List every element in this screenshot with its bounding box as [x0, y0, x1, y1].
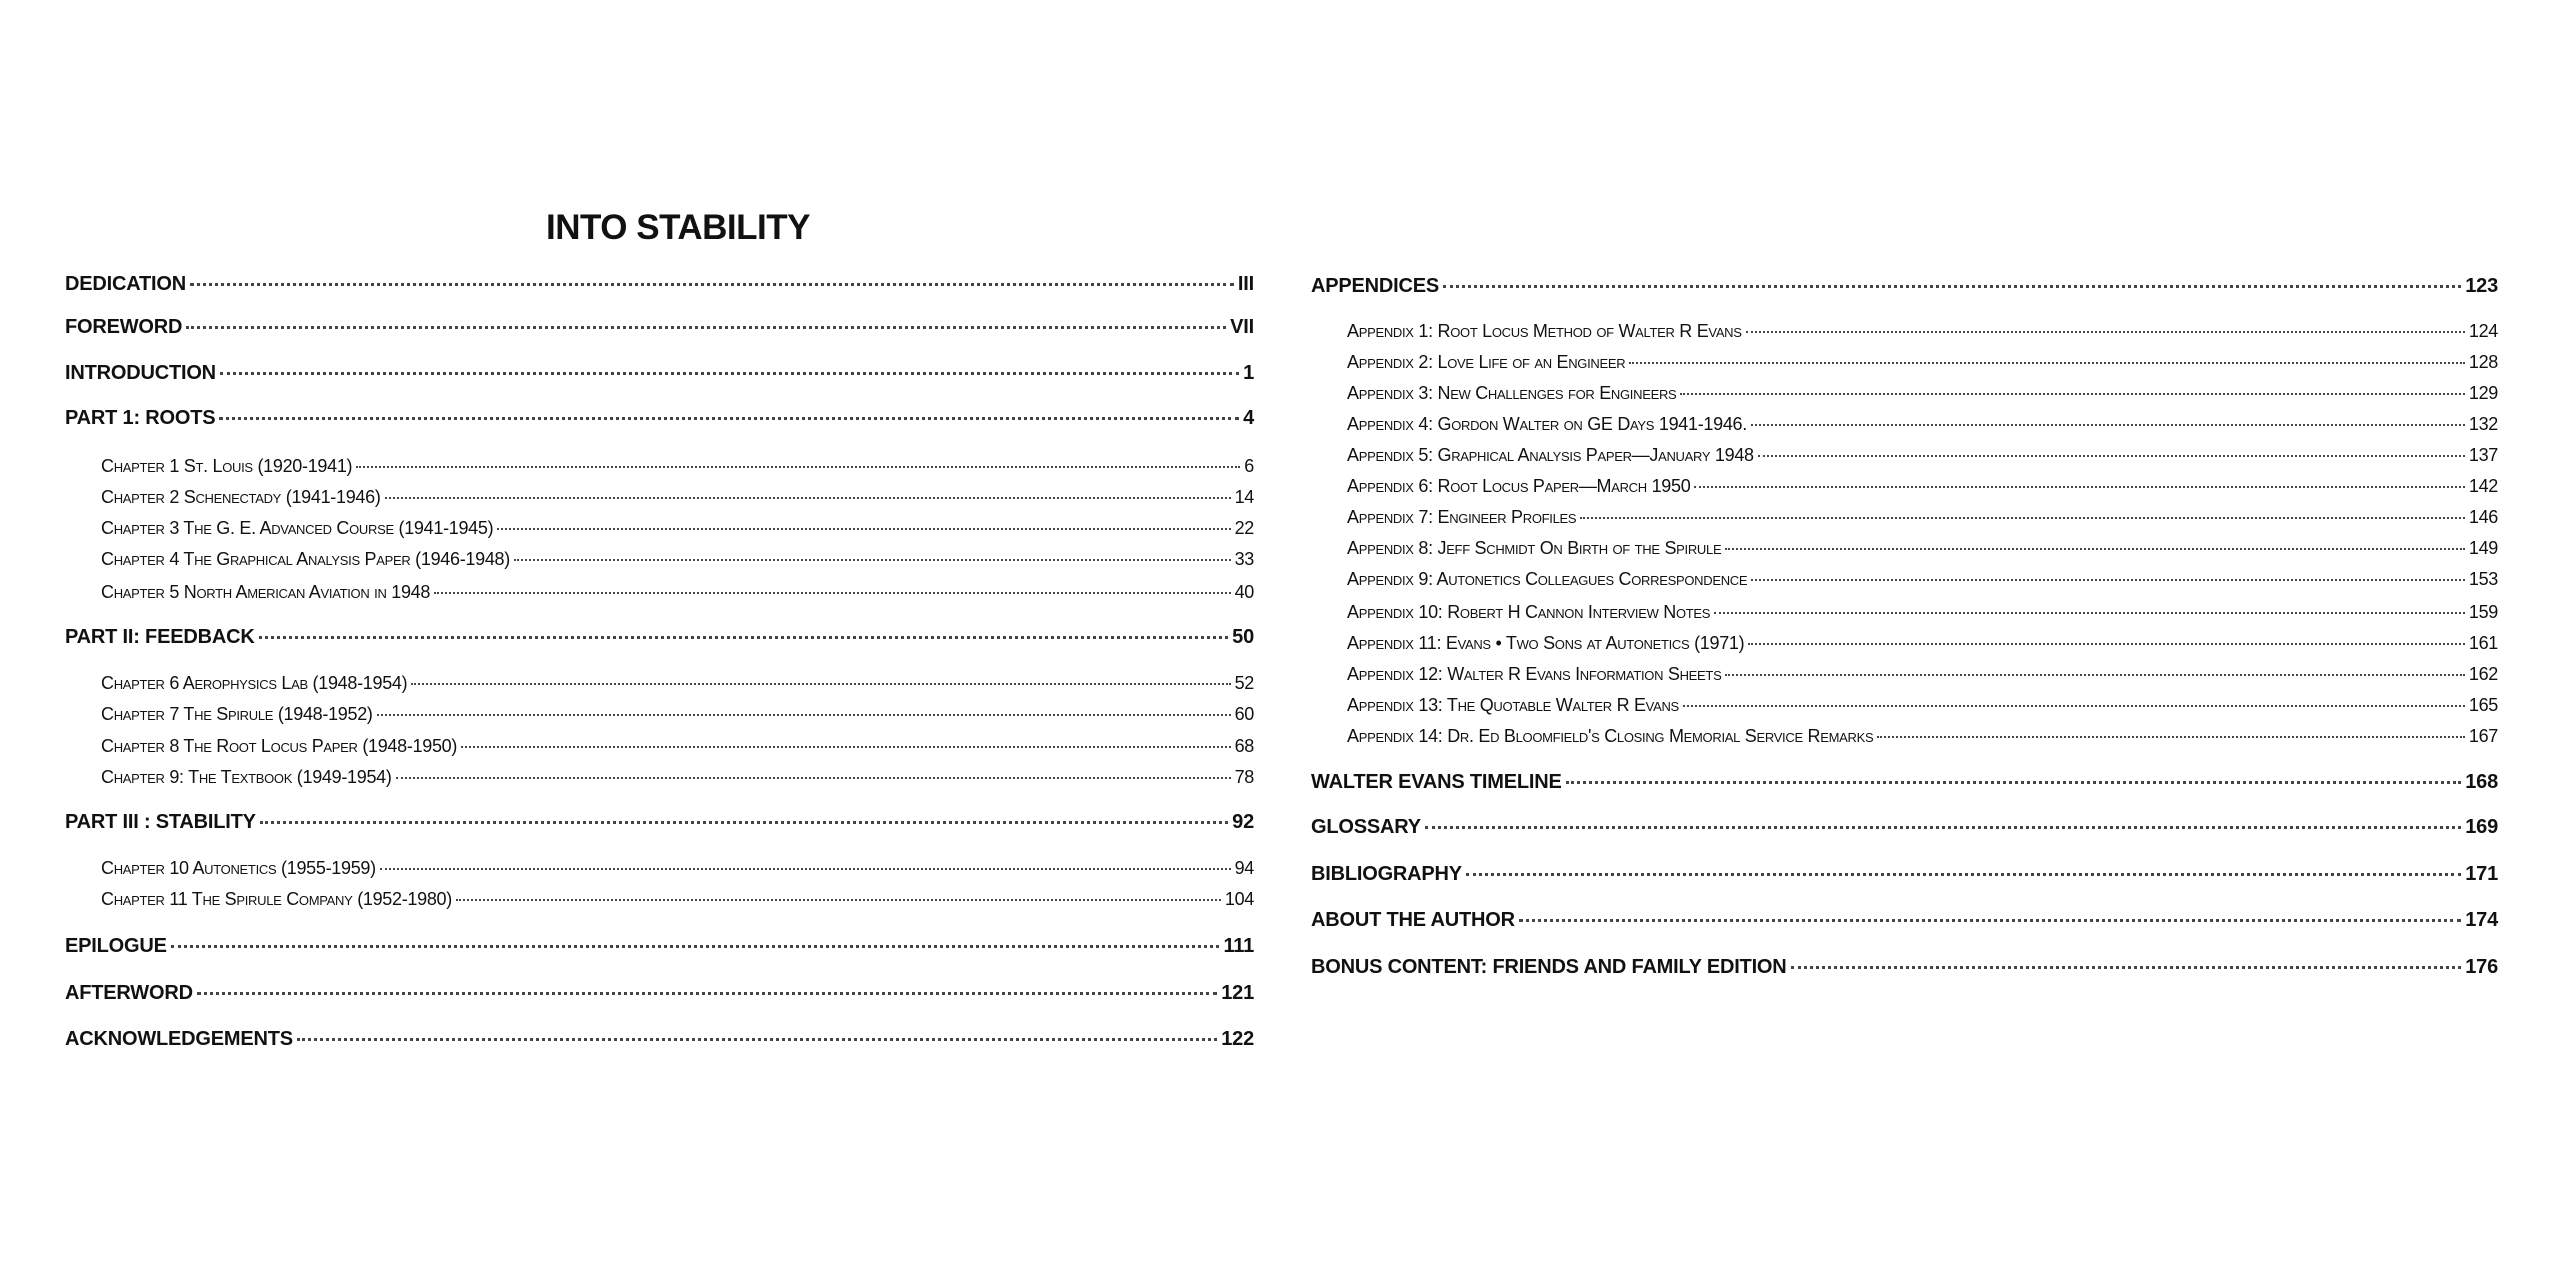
toc-page-number: III — [1237, 273, 1254, 295]
leader-dots — [1758, 455, 2465, 457]
toc-page-number: 149 — [2468, 538, 2498, 558]
leader-dots — [1714, 612, 2465, 614]
toc-entry-title: Chapter 2 Schenectady (1941-1946) — [101, 487, 381, 507]
toc-subsection-entry[interactable] — [1347, 664, 2498, 690]
leader-dots — [1680, 393, 2464, 395]
toc-page-number: 123 — [2465, 275, 2498, 297]
toc-subsection-entry[interactable] — [1347, 507, 2498, 533]
leader-dots — [186, 326, 1226, 329]
leader-dots — [1443, 285, 2461, 288]
toc-subsection-entry[interactable] — [101, 889, 1254, 915]
toc-subsection-entry[interactable] — [101, 736, 1254, 762]
toc-subsection-entry[interactable] — [1347, 569, 2498, 595]
toc-section-entry[interactable] — [65, 316, 1254, 342]
toc-section-entry[interactable] — [65, 982, 1254, 1008]
toc-subsection-entry[interactable] — [1347, 321, 2498, 347]
toc-entry-title: PART II: FEEDBACK — [65, 626, 255, 648]
toc-subsection-entry[interactable] — [101, 518, 1254, 544]
leader-dots — [1751, 579, 2465, 581]
book-title: INTO STABILITY — [546, 208, 810, 247]
toc-entry-title: ACKNOWLEDGEMENTS — [65, 1028, 293, 1050]
toc-page-number: 6 — [1244, 456, 1254, 476]
toc-entry-title: Chapter 3 The G. E. Advanced Course (1941-1945) — [101, 518, 494, 538]
toc-section-entry[interactable] — [65, 407, 1254, 433]
leader-dots — [260, 821, 1228, 824]
toc-section-entry[interactable] — [65, 1028, 1254, 1054]
toc-entry-title: ABOUT THE AUTHOR — [1311, 909, 1515, 931]
toc-entry-title: DEDICATION — [65, 273, 186, 295]
toc-subsection-entry[interactable] — [1347, 602, 2498, 628]
leader-dots — [434, 592, 1230, 594]
toc-subsection-entry[interactable] — [101, 673, 1254, 699]
leader-dots — [1725, 548, 2465, 550]
toc-entry-title: AFTERWORD — [65, 982, 193, 1004]
leader-dots — [1748, 643, 2465, 645]
toc-page-number: 121 — [1221, 982, 1254, 1004]
toc-entry-title: Chapter 8 The Root Locus Paper (1948-1950) — [101, 736, 458, 756]
toc-page-number: 174 — [2465, 909, 2498, 931]
toc-section-entry[interactable] — [65, 811, 1254, 837]
toc-entry-title: Appendix 5: Graphical Analysis Paper—January 1948 — [1347, 445, 1754, 465]
toc-page-number: 129 — [2468, 383, 2498, 403]
toc-entry-title: BONUS CONTENT: FRIENDS AND FAMILY EDITION — [1311, 956, 1787, 978]
toc-page-number: 92 — [1232, 811, 1254, 833]
leader-dots — [190, 283, 1234, 286]
leader-dots — [396, 777, 1231, 779]
leader-dots — [385, 497, 1231, 499]
toc-section-entry[interactable] — [1311, 275, 2498, 301]
toc-entry-title: Appendix 1: Root Locus Method of Walter R Evans — [1347, 321, 1742, 341]
toc-section-entry[interactable] — [65, 935, 1254, 961]
toc-page-number: 33 — [1234, 549, 1254, 569]
toc-subsection-entry[interactable] — [1347, 352, 2498, 378]
toc-entry-title: Appendix 8: Jeff Schmidt On Birth of the Spirule — [1347, 538, 1722, 558]
toc-page-number: 124 — [2468, 321, 2498, 341]
toc-section-entry[interactable] — [1311, 909, 2498, 935]
toc-entry-title: Chapter 10 Autonetics (1955-1959) — [101, 858, 376, 878]
toc-subsection-entry[interactable] — [101, 704, 1254, 730]
leader-dots — [220, 372, 1239, 375]
toc-entry-title: Chapter 1 St. Louis (1920-1941) — [101, 456, 353, 476]
toc-page-number: 176 — [2465, 956, 2498, 978]
toc-section-entry[interactable] — [1311, 816, 2498, 842]
leader-dots — [514, 559, 1231, 561]
leader-dots — [380, 868, 1231, 870]
toc-page-number: 68 — [1234, 736, 1254, 756]
toc-subsection-entry[interactable] — [1347, 414, 2498, 440]
toc-page-number: 40 — [1234, 582, 1254, 602]
leader-dots — [377, 714, 1231, 716]
toc-page-number: 50 — [1232, 626, 1254, 648]
toc-page-number: 122 — [1221, 1028, 1254, 1050]
toc-entry-title: Chapter 6 Aerophysics Lab (1948-1954) — [101, 673, 408, 693]
toc-subsection-entry[interactable] — [101, 549, 1254, 575]
leader-dots — [1629, 362, 2465, 364]
toc-entry-title: Chapter 7 The Spirule (1948-1952) — [101, 704, 373, 724]
toc-page-number: 128 — [2468, 352, 2498, 372]
toc-subsection-entry[interactable] — [1347, 445, 2498, 471]
toc-page-number: 171 — [2465, 863, 2498, 885]
toc-page-number: 94 — [1234, 858, 1254, 878]
toc-entry-title: PART III : STABILITY — [65, 811, 256, 833]
toc-entry-title: Chapter 11 The Spirule Company (1952-1980) — [101, 889, 452, 909]
leader-dots — [1466, 873, 2461, 876]
toc-subsection-entry[interactable] — [1347, 695, 2498, 721]
toc-subsection-entry[interactable] — [1347, 538, 2498, 564]
leader-dots — [1877, 736, 2465, 738]
toc-entry-title: BIBLIOGRAPHY — [1311, 863, 1462, 885]
toc-entry-title: PART 1: ROOTS — [65, 407, 216, 429]
leader-dots — [219, 417, 1239, 420]
toc-page-number: 162 — [2468, 664, 2498, 684]
toc-page-number: 52 — [1234, 673, 1254, 693]
leader-dots — [1425, 826, 2461, 829]
toc-entry-title: Appendix 13: The Quotable Walter R Evans — [1347, 695, 1679, 715]
leader-dots — [1751, 424, 2465, 426]
leader-dots — [1683, 705, 2465, 707]
toc-page-number: 4 — [1243, 407, 1254, 429]
toc-subsection-entry[interactable] — [101, 858, 1254, 884]
leader-dots — [456, 899, 1221, 901]
toc-page-number: 153 — [2468, 569, 2498, 589]
toc-entry-title: Chapter 4 The Graphical Analysis Paper (1946-1948) — [101, 549, 510, 569]
leader-dots — [356, 466, 1240, 468]
toc-entry-title: Appendix 14: Dr. Ed Bloomfield's Closing Memorial Service Remarks — [1347, 726, 1874, 746]
toc-page-number: 137 — [2468, 445, 2498, 465]
toc-page-number: 167 — [2468, 726, 2498, 746]
toc-subsection-entry[interactable] — [1347, 633, 2498, 659]
toc-page-number: 142 — [2468, 476, 2498, 496]
leader-dots — [1746, 331, 2465, 333]
leader-dots — [259, 636, 1229, 639]
leader-dots — [297, 1038, 1217, 1041]
leader-dots — [497, 528, 1230, 530]
toc-section-entry[interactable] — [65, 362, 1254, 388]
toc-subsection-entry[interactable] — [1347, 726, 2498, 752]
toc-page-number: 22 — [1234, 518, 1254, 538]
toc-page-number: VII — [1230, 316, 1254, 338]
toc-entry-title: Chapter 5 North American Aviation in 1948 — [101, 582, 431, 602]
toc-subsection-entry[interactable] — [101, 487, 1254, 513]
toc-entry-title: Appendix 3: New Challenges for Engineers — [1347, 383, 1677, 403]
toc-entry-title: Appendix 7: Engineer Profiles — [1347, 507, 1577, 527]
leader-dots — [1725, 674, 2464, 676]
toc-subsection-entry[interactable] — [1347, 383, 2498, 409]
toc-entry-title: Appendix 9: Autonetics Colleagues Correspondence — [1347, 569, 1748, 589]
toc-entry-title: FOREWORD — [65, 316, 183, 338]
toc-subsection-entry[interactable] — [1347, 476, 2498, 502]
toc-section-entry[interactable] — [1311, 863, 2498, 889]
toc-entry-title: WALTER EVANS TIMELINE — [1311, 771, 1562, 793]
toc-entry-title: Appendix 6: Root Locus Paper—March 1950 — [1347, 476, 1691, 496]
toc-entry-title: Appendix 2: Love Life of an Engineer — [1347, 352, 1626, 372]
leader-dots — [1694, 486, 2464, 488]
toc-entry-title: Appendix 11: Evans • Two Sons at Autonetics (1971) — [1347, 633, 1745, 653]
toc-page-number: 165 — [2468, 695, 2498, 715]
toc-page-number: 168 — [2465, 771, 2498, 793]
leader-dots — [171, 945, 1220, 948]
toc-section-entry[interactable] — [1311, 956, 2498, 982]
toc-page-number: 14 — [1234, 487, 1254, 507]
toc-page-number: 159 — [2468, 602, 2498, 622]
toc-page-number: 60 — [1234, 704, 1254, 724]
leader-dots — [1519, 919, 2461, 922]
toc-section-entry[interactable] — [65, 626, 1254, 652]
toc-entry-title: Chapter 9: The Textbook (1949-1954) — [101, 767, 392, 787]
toc-page-number: 111 — [1223, 935, 1254, 957]
toc-entry-title: Appendix 10: Robert H Cannon Interview Notes — [1347, 602, 1711, 622]
toc-page-number: 78 — [1234, 767, 1254, 787]
leader-dots — [1791, 966, 2462, 969]
leader-dots — [1580, 517, 2465, 519]
toc-entry-title: EPILOGUE — [65, 935, 167, 957]
leader-dots — [197, 992, 1217, 995]
toc-entry-title: GLOSSARY — [1311, 816, 1421, 838]
toc-section-entry[interactable] — [1311, 771, 2498, 797]
toc-subsection-entry[interactable] — [101, 582, 1254, 608]
toc-page-number: 169 — [2465, 816, 2498, 838]
toc-entry-title: Appendix 4: Gordon Walter on GE Days 1941-1946. — [1347, 414, 1747, 434]
leader-dots — [411, 683, 1230, 685]
toc-page-number: 1 — [1243, 362, 1254, 384]
toc-page-number: 146 — [2468, 507, 2498, 527]
toc-page-number: 161 — [2468, 633, 2498, 653]
leader-dots — [1566, 781, 2462, 784]
toc-page-number: 104 — [1224, 889, 1254, 909]
toc-entry-title: Appendix 12: Walter R Evans Information Sheets — [1347, 664, 1722, 684]
toc-subsection-entry[interactable] — [101, 456, 1254, 482]
toc-entry-title: INTRODUCTION — [65, 362, 216, 384]
toc-subsection-entry[interactable] — [101, 767, 1254, 793]
leader-dots — [461, 746, 1230, 748]
toc-page-number: 132 — [2468, 414, 2498, 434]
toc-section-entry[interactable] — [65, 273, 1254, 299]
toc-entry-title: APPENDICES — [1311, 275, 1440, 297]
